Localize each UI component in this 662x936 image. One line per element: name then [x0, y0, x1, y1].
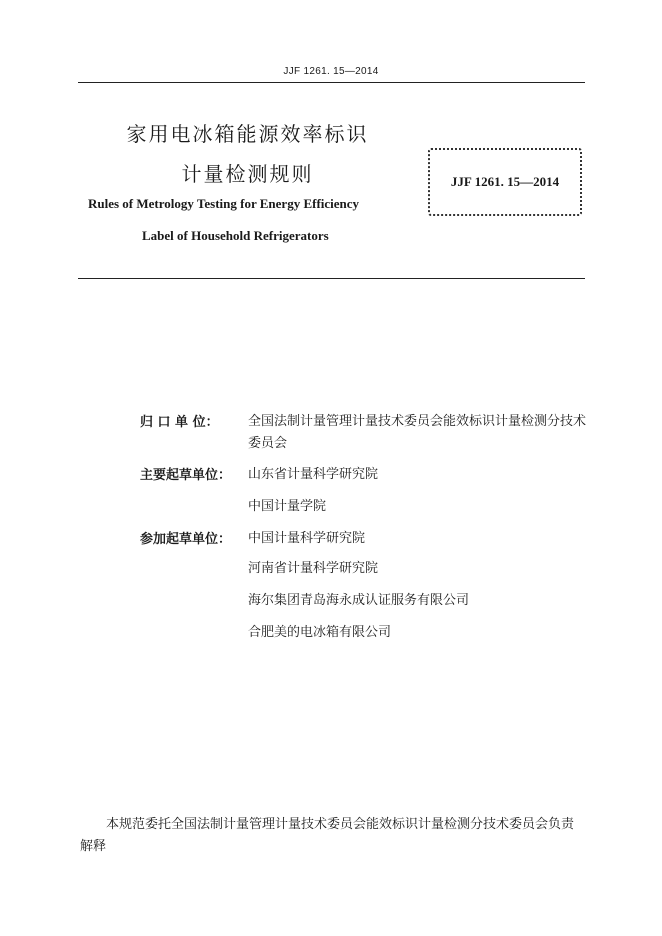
main-drafter-value-1: 山东省计量科学研究院	[248, 467, 379, 482]
participant-value-1: 中国计量科学研究院	[248, 531, 366, 546]
top-rule	[78, 82, 585, 83]
main-drafter-value-2: 中国计量学院	[248, 499, 327, 514]
participant-value-3: 海尔集团青岛海永成认证服务有限公司	[248, 593, 470, 608]
interpretation-note: 本规范委托全国法制计量管理计量技术委员会能效标识计量检测分技术委员会负责解释	[80, 817, 575, 854]
header-standard-code: JJF 1261. 15—2014	[283, 66, 379, 77]
responsible-unit-value: 全国法制计量管理计量技术委员会能效标识计量检测分技术委员会	[248, 414, 587, 451]
title-english-line-2: Label of Household Refrigerators	[142, 228, 329, 243]
title-english-line-1: Rules of Metrology Testing for Energy Efficiency	[88, 196, 360, 211]
title-chinese-line-1: 家用电冰箱能源效率标识	[126, 122, 369, 146]
title-chinese-line-2: 计量检测规则	[181, 162, 314, 186]
participant-value-4: 合肥美的电冰箱有限公司	[248, 625, 392, 640]
standard-code-box-text: JJF 1261. 15—2014	[450, 174, 560, 189]
main-drafter-label: 主要起草单位：	[140, 468, 232, 483]
middle-rule	[78, 278, 585, 279]
participant-label: 参加起草单位：	[140, 532, 232, 547]
standard-code-box	[428, 148, 582, 216]
participant-value-2: 河南省计量科学研究院	[248, 561, 379, 576]
responsible-unit-label: 归 口 单 位：	[140, 415, 219, 430]
